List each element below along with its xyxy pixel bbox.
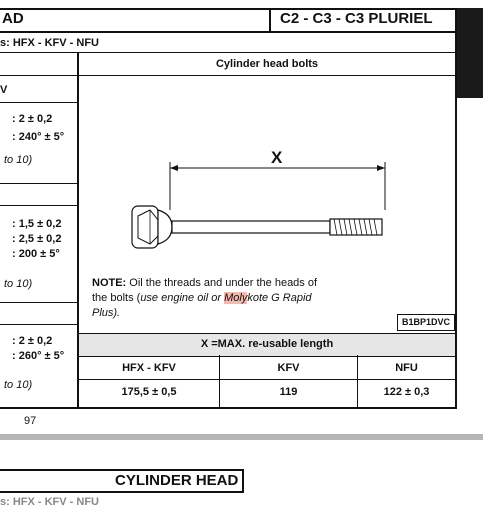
- dimension-arrow-left: [170, 165, 178, 171]
- table-header-kfv: KFV: [277, 362, 300, 374]
- note-label: NOTE:: [92, 277, 127, 289]
- table-value-nfu: 122 ± 0,3: [383, 386, 430, 398]
- side-tab: [457, 8, 483, 98]
- left-divider-5: [0, 302, 78, 303]
- left-divider-4: [0, 205, 78, 206]
- next-header-divider: [242, 469, 244, 493]
- bolt-shank: [172, 221, 330, 233]
- note-text-1: Oil the threads and under the heads of: [126, 277, 318, 289]
- block3-note: to 10): [4, 379, 33, 391]
- left-divider-6: [0, 324, 78, 325]
- table-value-hfx-kfv: 175,5 ± 0,5: [121, 386, 177, 398]
- block3-line1: : 2 ± 0,2: [12, 335, 53, 347]
- next-header-bottom: [0, 491, 244, 493]
- header-right-title: C2 - C3 - C3 PLURIEL: [280, 10, 433, 27]
- note-block: [92, 276, 372, 321]
- next-header-top: [0, 469, 242, 471]
- page-number: 97: [24, 415, 37, 427]
- next-page-partial: s: HFX - KFV - NFU: [0, 496, 99, 508]
- panel-title: Cylinder head bolts: [215, 58, 319, 70]
- table-row-divider: [78, 379, 456, 380]
- subheader-bottom-border: [0, 52, 456, 53]
- table-header-nfu: NFU: [395, 362, 418, 374]
- bolt-illustration: [120, 140, 400, 270]
- table-header-hfx-kfv: HFX - KFV: [122, 362, 176, 374]
- left-divider-2: [0, 102, 78, 103]
- note-highlight: Moly: [224, 292, 248, 304]
- block1-line1: : 2 ± 0,2: [12, 113, 53, 125]
- note-italic-2: kote G Rapid: [247, 292, 312, 304]
- block1-line2: : 240° ± 5°: [12, 131, 65, 143]
- table-value-kfv: 119: [279, 386, 298, 398]
- dimension-label: X: [271, 148, 283, 167]
- block3-line2: : 260° ± 5°: [12, 350, 65, 362]
- block2-line1: : 1,5 ± 0,2: [12, 218, 62, 230]
- subheader: s: HFX - KFV - NFU: [0, 37, 99, 49]
- left-divider-1: [0, 75, 78, 76]
- panel-title-border: [78, 75, 456, 76]
- header-bottom-border: [0, 31, 456, 33]
- dimension-arrow-right: [377, 165, 385, 171]
- page-separator: [0, 434, 483, 440]
- left-top-label: V: [0, 84, 8, 96]
- bottom-border: [0, 407, 457, 409]
- header-divider: [269, 8, 271, 33]
- block2-line2: : 2,5 ± 0,2: [12, 233, 62, 245]
- ref-code: B1BP1DVC: [397, 314, 455, 331]
- block2-note: to 10): [4, 278, 33, 290]
- length-title: X =MAX. re-usable length: [200, 338, 334, 350]
- bolt-flange: [158, 210, 172, 244]
- next-page-title: CYLINDER HEAD: [115, 472, 239, 489]
- block1-note: to 10): [4, 154, 33, 166]
- header-left-title: AD: [2, 10, 24, 27]
- left-divider-3: [0, 183, 78, 184]
- note-italic-1: use engine oil or: [140, 292, 225, 304]
- block2-line3: : 200 ± 5°: [12, 248, 60, 260]
- note-italic-3: Plus).: [92, 307, 121, 319]
- note-text-2: the bolts (: [92, 292, 141, 304]
